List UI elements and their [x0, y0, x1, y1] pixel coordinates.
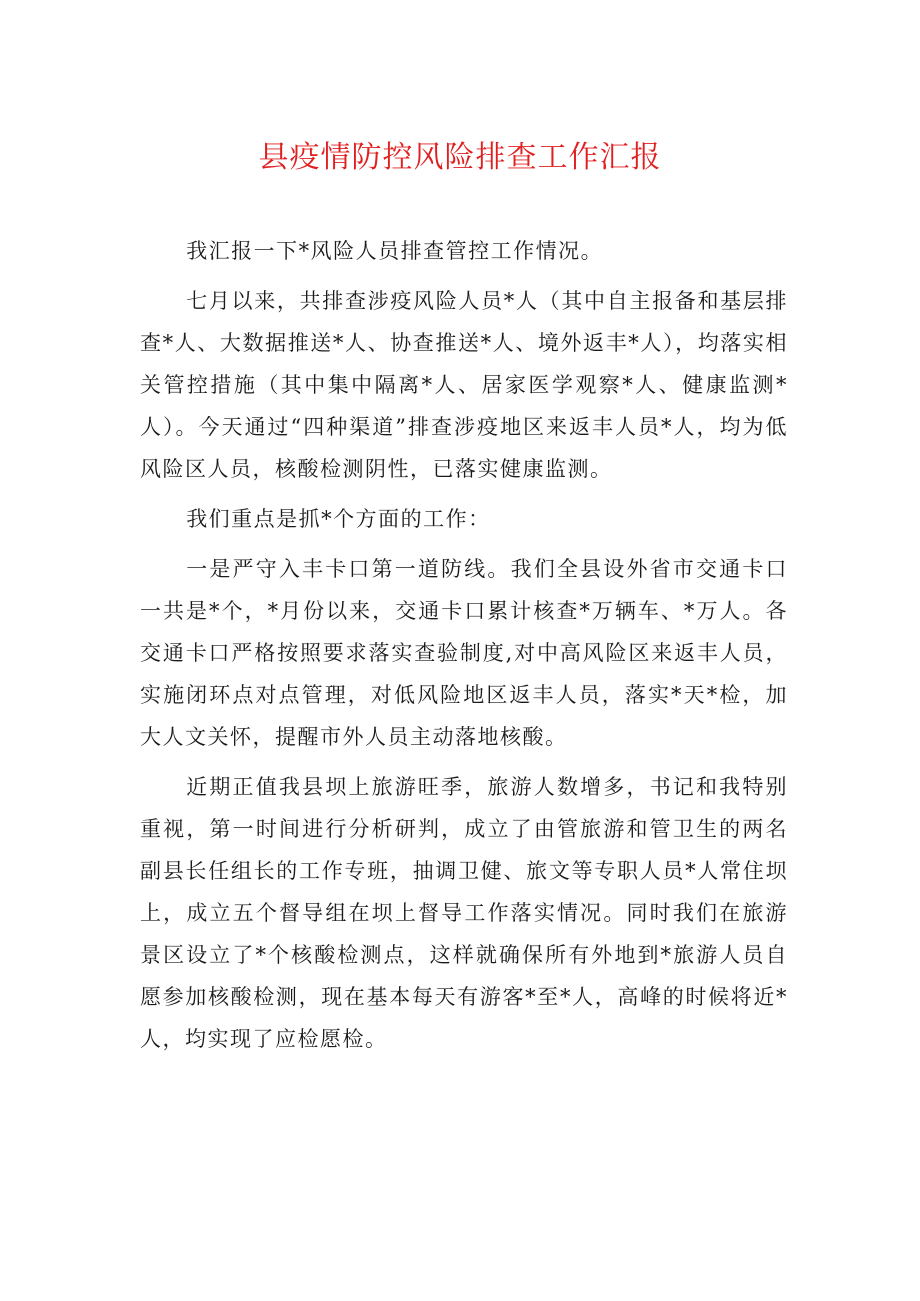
- document-body: [140, 230, 788, 1060]
- document-title: 县疫情防控风险排查工作汇报: [258, 140, 662, 175]
- paragraph-screening-summary: 七月以来，共排查涉疫风险人员*人（其中自主报备和基层排查*人、大数据推送*人、协查推送*人、境外返丰*人），均落实相关管控措施（其中集中隔离*人、居家医学观察*人、健康监测*人）。今天通过“四种渠道”排查涉疫地区来返丰人员*人，均为低风险区人员，核酸检测阴性，已落实健康监测。: [140, 289, 788, 481]
- paragraph-tourism-measures: 近期正值我县坝上旅游旺季，旅游人数增多，书记和我特别重视，第一时间进行分析研判，成立了由管旅游和管卫生的两名副县长任组长的工作专班，抽调卫健、旅文等专职人员*人常住坝上，成立五个督导组在坝上督导工作落实情况。同时我们在旅游景区设立了*个核酸检测点，这样就确保所有外地到*旅游人员自愿参加核酸检测，现在基本每天有游客*至*人，高峰的时候将近*人，均实现了应检愿检。: [140, 775, 788, 1051]
- paragraph-focus-areas: 我们重点是抓*个方面的工作：: [186, 507, 491, 531]
- paragraph-checkpoint-defense: 一是严守入丰卡口第一道防线。我们全县设外省市交通卡口一共是*个，*月份以来，交通卡口累计核查*万辆车、*万人。各交通卡口严格按照要求落实查验制度,对中高风险区来返丰人员，实施闭环点对点管理，对低风险地区返丰人员，落实*天*检，加大人文关怀，提醒市外人员主动落地核酸。: [140, 557, 788, 749]
- paragraph-intro: 我汇报一下*风险人员排查管控工作情况。: [186, 239, 604, 263]
